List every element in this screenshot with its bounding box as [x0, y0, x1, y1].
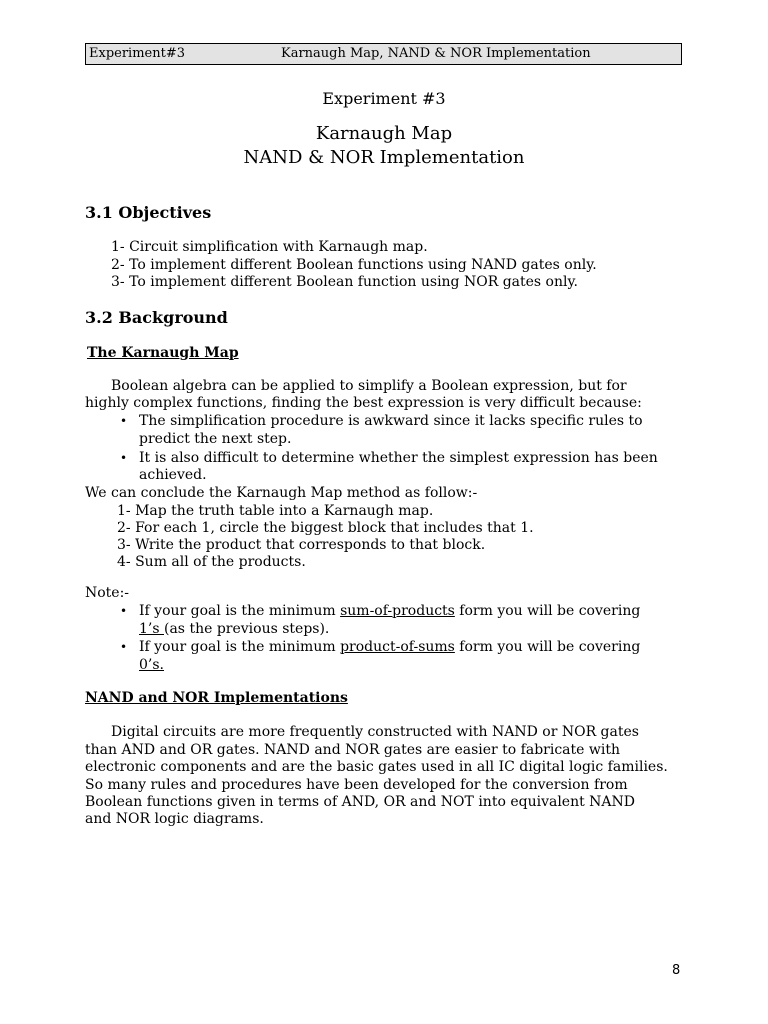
nand-nor-paragraph-line: electronic components and are the basic gates used in all IC digital logic families.: [85, 759, 668, 775]
objective-item: 3- To implement different Boolean function using NOR gates only.: [111, 274, 578, 290]
objective-item: 1- Circuit simplification with Karnaugh map.: [111, 239, 428, 255]
note-text: form you will be covering: [454, 603, 641, 619]
main-title-line2: NAND & NOR Implementation: [243, 147, 525, 168]
objective-item: 2- To implement different Boolean functions using NAND gates only.: [111, 257, 597, 273]
note-text: If your goal is the minimum: [139, 639, 341, 655]
bullet-text: It is also difficult to determine whether the simplest expression has been: [139, 450, 658, 466]
kmap-step: 3- Write the product that corresponds to that block.: [117, 537, 486, 553]
note-text: form you will be covering: [454, 639, 641, 655]
background-heading: 3.2 Background: [85, 308, 228, 327]
sum-of-products-term: sum-of-products: [340, 603, 455, 619]
running-header: [85, 43, 682, 65]
intro-line: highly complex functions, finding the best expression is very difficult because:: [85, 395, 642, 411]
bullet-text: achieved.: [139, 467, 207, 483]
bullet-text: The simplification procedure is awkward since it lacks specific rules to: [139, 413, 643, 429]
bullet-icon: •: [120, 414, 128, 428]
nand-nor-paragraph-line: and NOR logic diagrams.: [85, 811, 264, 827]
note-label: Note:-: [85, 585, 130, 601]
nand-nor-heading: NAND and NOR Implementations: [85, 690, 348, 706]
bullet-icon: •: [120, 640, 128, 654]
kmap-step: 1- Map the truth table into a Karnaugh map.: [117, 503, 434, 519]
main-title-line1: Karnaugh Map: [315, 123, 453, 144]
bullet-text: predict the next step.: [139, 431, 292, 447]
note-text: (as the previous steps).: [164, 621, 330, 637]
kmap-step: 2- For each 1, circle the biggest block that includes that 1.: [117, 520, 534, 536]
nand-nor-paragraph-line: Boolean functions given in terms of AND, OR and NOT into equivalent NAND: [85, 794, 636, 810]
header-title: Karnaugh Map, NAND & NOR Implementation: [281, 46, 591, 61]
conclude-line: We can conclude the Karnaugh Map method as follow:-: [85, 485, 478, 501]
product-of-sums-term: product-of-sums: [340, 639, 455, 655]
ones-term: 1’s: [139, 621, 164, 637]
note-bullet-text: [139, 602, 640, 620]
nand-nor-paragraph-line: So many rules and procedures have been developed for the conversion from: [85, 777, 628, 793]
zeros-term: 0’s.: [139, 657, 164, 673]
note-bullet-text: [139, 620, 329, 638]
nand-nor-paragraph-line: Digital circuits are more frequently constructed with NAND or NOR gates: [111, 724, 639, 740]
kmap-step: 4- Sum all of the products.: [117, 554, 306, 570]
experiment-number-title: Experiment #3: [322, 89, 446, 108]
note-text: If your goal is the minimum: [139, 603, 341, 619]
note-bullet-text: [139, 656, 164, 674]
objectives-heading: 3.1 Objectives: [85, 203, 212, 222]
bullet-icon: •: [120, 451, 128, 465]
header-experiment-label: Experiment#3: [89, 46, 185, 61]
note-bullet-text: [139, 638, 640, 656]
bullet-icon: •: [120, 604, 128, 618]
intro-line: Boolean algebra can be applied to simplify a Boolean expression, but for: [111, 378, 627, 394]
nand-nor-paragraph-line: than AND and OR gates. NAND and NOR gates are easier to fabricate with: [85, 742, 620, 758]
page-number: 8: [672, 963, 681, 978]
karnaugh-map-subheading: The Karnaugh Map: [87, 345, 239, 361]
